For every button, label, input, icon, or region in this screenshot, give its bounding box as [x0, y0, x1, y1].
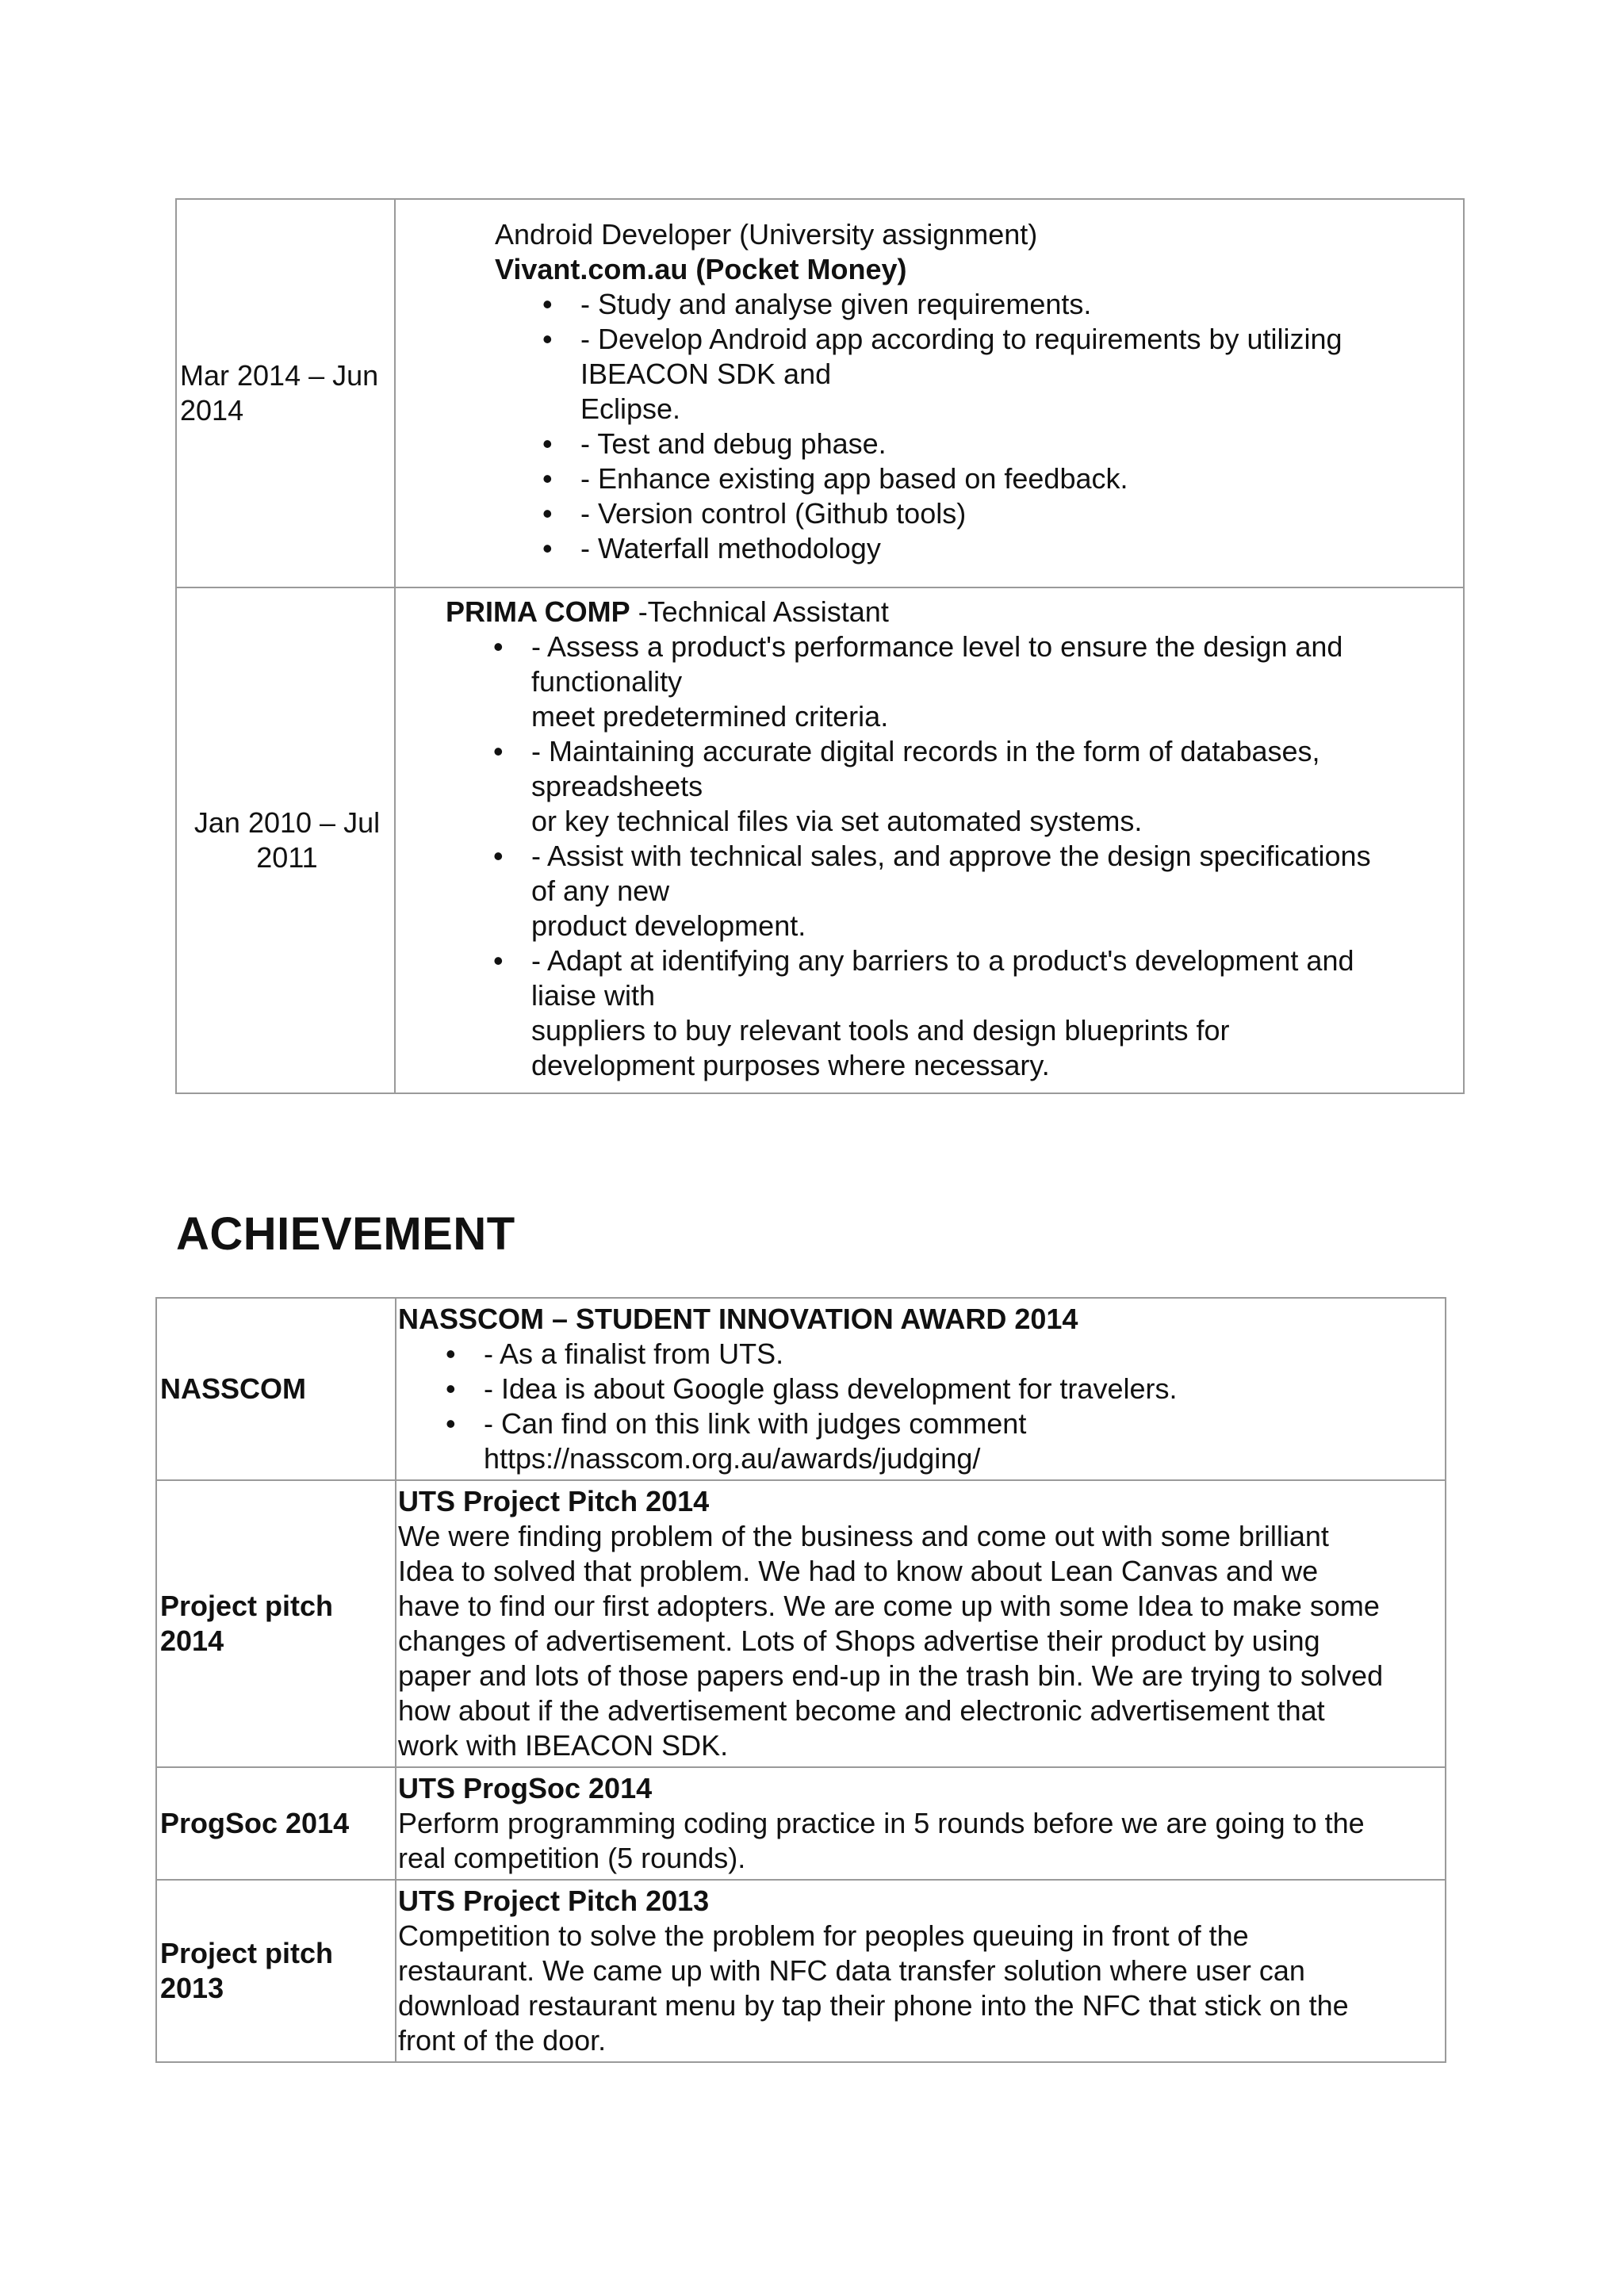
bullet-text: or key technical files via set automated systems.	[531, 805, 1143, 837]
bullet-text: - Idea is about Google glass development for travelers.	[484, 1372, 1178, 1405]
experience-company: PRIMA COMP	[446, 595, 630, 628]
bullet-text: of any new	[531, 874, 670, 907]
experience-role: Android Developer (University assignment)	[495, 218, 1038, 251]
achievement-body-line: paper and lots of those papers end-up in the trash bin. We are trying to solved	[398, 1659, 1384, 1692]
experience-role: -Technical Assistant	[638, 595, 889, 628]
bullet-text: - Can find on this link with judges comment	[484, 1407, 1027, 1440]
bullet-text: development purposes where necessary.	[531, 1049, 1050, 1081]
achievement-row	[156, 1480, 1446, 1767]
bullet-text: product development.	[531, 909, 806, 942]
achievement-body-line: real competition (5 rounds).	[398, 1842, 746, 1874]
bullet-text: liaise with	[531, 979, 656, 1012]
experience-bullet	[493, 943, 1463, 1083]
achievement-body-line: Perform programming coding practice in 5 rounds before we are going to the	[398, 1807, 1365, 1839]
achievement-label-cell	[156, 1767, 396, 1880]
experience-date-cell	[176, 587, 395, 1093]
achievement-body-line: Idea to solved that problem. We had to know about Lean Canvas and we	[398, 1555, 1319, 1587]
achievement-body-line: have to find our first adopters. We are come up with some Idea to make some	[398, 1590, 1380, 1622]
achievement-label: 2013	[160, 1972, 224, 2004]
experience-row	[176, 199, 1464, 587]
experience-heading	[446, 595, 1463, 629]
bullet-icon: •	[493, 735, 504, 767]
achievement-body-line: We were finding problem of the business and come out with some brilliant	[398, 1520, 1329, 1552]
achievement-link[interactable]: https://nasscom.org.au/awards/judging/	[484, 1442, 981, 1475]
achievement-label-cell	[156, 1298, 396, 1480]
achievement-label: Project pitch	[160, 1937, 334, 1969]
bullet-icon: •	[446, 1372, 456, 1405]
achievement-title: UTS Project Pitch 2014	[398, 1485, 710, 1517]
bullet-text: - Enhance existing app based on feedback.	[580, 462, 1128, 495]
bullet-icon: •	[542, 323, 553, 355]
bullet-icon: •	[493, 944, 504, 977]
achievement-label: Project pitch	[160, 1590, 334, 1622]
achievement-label-cell	[156, 1880, 396, 2062]
achievement-row	[156, 1880, 1446, 2062]
bullet-icon: •	[542, 288, 553, 320]
achievement-body-line: changes of advertisement. Lots of Shops advertise their product by using	[398, 1624, 1320, 1657]
bullet-icon: •	[493, 840, 504, 872]
achievement-title: UTS ProgSoc 2014	[398, 1772, 653, 1804]
bullet-text: suppliers to buy relevant tools and design blueprints for	[531, 1014, 1230, 1047]
achievement-bullet	[446, 1372, 1440, 1406]
bullet-text: - Waterfall methodology	[580, 532, 881, 564]
experience-bullet	[542, 531, 1463, 566]
experience-bullet	[542, 461, 1463, 496]
experience-row	[176, 587, 1464, 1093]
bullet-text: functionality	[531, 665, 683, 698]
achievement-label: ProgSoc 2014	[160, 1807, 350, 1839]
bullet-text: - Assess a product's performance level to ensure the design and	[531, 630, 1343, 663]
experience-bullet	[542, 287, 1463, 322]
bullet-text: - Study and analyse given requirements.	[580, 288, 1092, 320]
bullet-icon: •	[446, 1337, 456, 1370]
bullet-text: - Assist with technical sales, and approve the design specifications	[531, 840, 1371, 872]
experience-date-cell	[176, 199, 395, 587]
experience-date: Mar 2014 – Jun	[180, 359, 379, 392]
achievement-detail-cell	[396, 1480, 1446, 1767]
achievement-detail-cell	[396, 1880, 1446, 2062]
achievement-title: NASSCOM – STUDENT INNOVATION AWARD 2014	[398, 1303, 1078, 1335]
experience-date: 2011	[256, 841, 318, 874]
experience-company: Vivant.com.au (Pocket Money)	[495, 253, 907, 285]
bullet-text: - Test and debug phase.	[580, 427, 887, 460]
achievement-table	[155, 1297, 1446, 2063]
bullet-text: IBEACON SDK and	[580, 358, 832, 390]
bullet-text: meet predetermined criteria.	[531, 700, 889, 733]
experience-bullet	[542, 427, 1463, 461]
achievement-bullet	[446, 1337, 1440, 1372]
experience-date: Jan 2010 – Jul	[193, 806, 381, 839]
experience-bullet	[542, 322, 1463, 427]
experience-bullet	[493, 839, 1463, 943]
achievement-detail-cell	[396, 1298, 1446, 1480]
achievement-row	[156, 1298, 1446, 1480]
experience-detail-cell	[395, 587, 1464, 1093]
experience-detail-cell	[395, 199, 1464, 587]
experience-bullet	[493, 734, 1463, 839]
bullet-icon: •	[542, 462, 553, 495]
section-heading-achievement: ACHIEVEMENT	[176, 1208, 515, 1260]
experience-bullet	[493, 629, 1463, 734]
bullet-text: - Develop Android app according to requirements by utilizing	[580, 323, 1342, 355]
bullet-text: - Adapt at identifying any barriers to a product's development and	[531, 944, 1354, 977]
bullet-icon: •	[542, 532, 553, 564]
achievement-detail-cell	[396, 1767, 1446, 1880]
bullet-icon: •	[542, 427, 553, 460]
bullet-icon: •	[542, 497, 553, 530]
achievement-body-line: front of the door.	[398, 2024, 607, 2057]
bullet-text: - As a finalist from UTS.	[484, 1337, 784, 1370]
achievement-bullet	[446, 1406, 1440, 1476]
achievement-label: 2014	[160, 1624, 224, 1657]
achievement-label: NASSCOM	[160, 1372, 307, 1405]
achievement-body-line: how about if the advertisement become and electronic advertisement that	[398, 1694, 1325, 1727]
experience-bullet	[542, 496, 1463, 531]
bullet-text: Eclipse.	[580, 392, 681, 425]
achievement-title: UTS Project Pitch 2013	[398, 1885, 710, 1917]
achievement-label-cell	[156, 1480, 396, 1767]
experience-table	[175, 198, 1465, 1094]
bullet-icon: •	[493, 630, 504, 663]
achievement-body-line: download restaurant menu by tap their phone into the NFC that stick on the	[398, 1989, 1349, 2022]
bullet-text: - Version control (Github tools)	[580, 497, 967, 530]
bullet-icon: •	[446, 1407, 456, 1440]
experience-date: 2014	[180, 394, 244, 427]
bullet-text: spreadsheets	[531, 770, 703, 802]
achievement-body-line: work with IBEACON SDK.	[398, 1729, 729, 1762]
bullet-text: - Maintaining accurate digital records in the form of databases,	[531, 735, 1320, 767]
achievement-body-line: Competition to solve the problem for peoples queuing in front of the	[398, 1919, 1249, 1952]
achievement-row	[156, 1767, 1446, 1880]
achievement-body-line: restaurant. We came up with NFC data transfer solution where user can	[398, 1954, 1305, 1987]
